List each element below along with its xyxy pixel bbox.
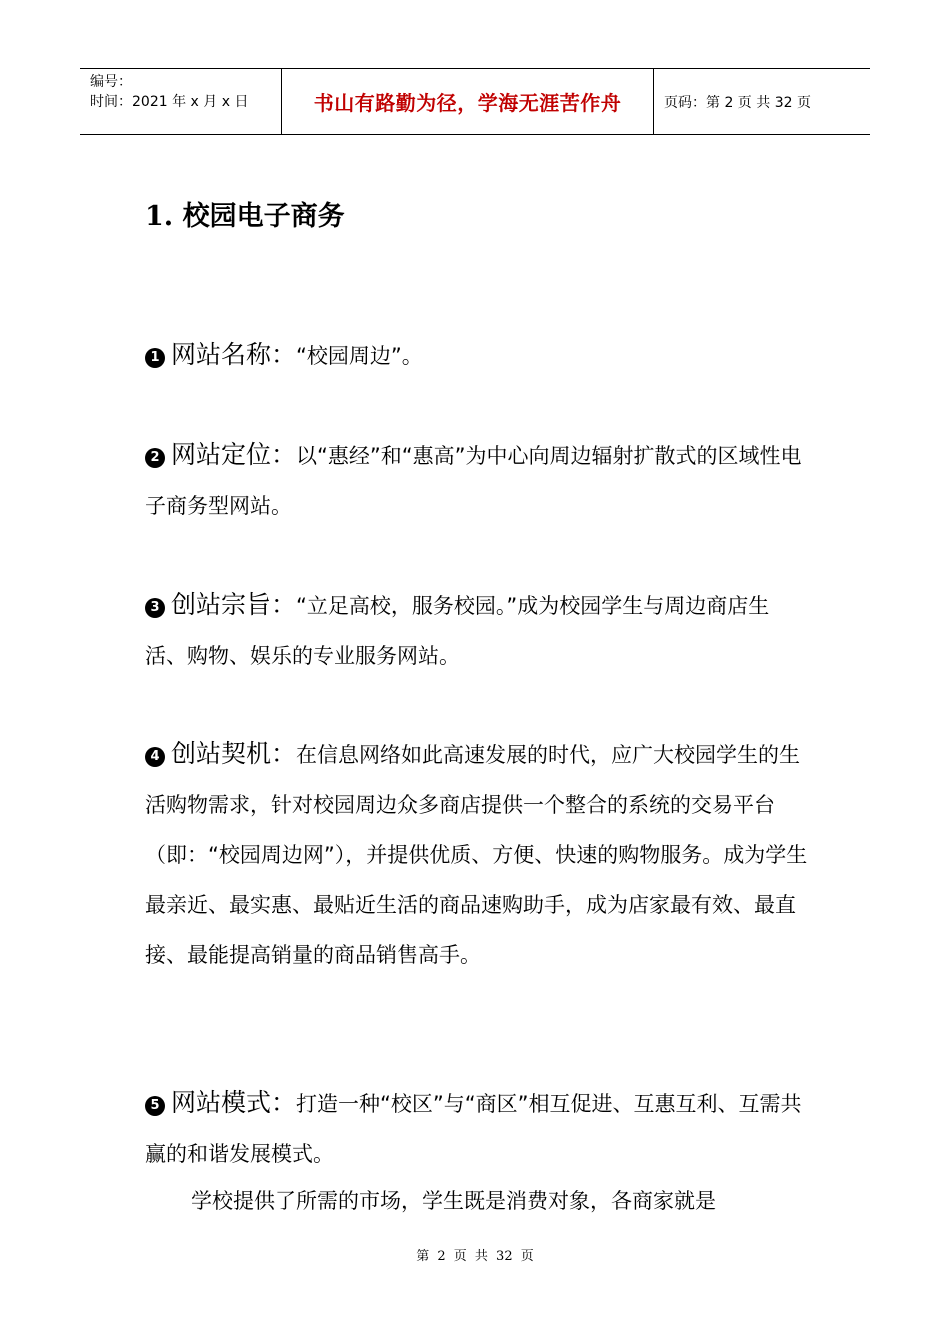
item-text: “校园周边”。	[296, 344, 423, 368]
item-founding-opportunity	[145, 729, 810, 980]
number-1-icon: 1	[145, 348, 165, 368]
item-label: 网站定位：	[171, 440, 297, 469]
item-label: 创站契机：	[171, 739, 297, 768]
item-founding-purpose	[145, 580, 810, 681]
item-label: 创站宗旨：	[171, 590, 297, 619]
document-date: 时间：2021 年 x 月 x 日	[90, 94, 249, 110]
item-label: 网站名称：	[171, 340, 297, 369]
document-number: 编号：	[90, 74, 132, 90]
page-footer: 第 2 页 共 32 页	[416, 1249, 534, 1264]
document-header	[80, 68, 870, 135]
header-page-info: 页码：第 2 页 共 32 页	[664, 94, 811, 111]
header-motto: 书山有路勤为径，学海无涯苦作舟	[282, 69, 654, 134]
item-label: 网站模式：	[171, 1088, 297, 1117]
number-4-icon: 4	[145, 747, 165, 767]
header-meta	[80, 69, 282, 134]
item-website-name	[145, 330, 810, 381]
item-text: 以“惠经”和“惠高”为中心向周边辐射扩散式的区域性电子商务型网站。	[145, 444, 802, 518]
item-website-positioning	[145, 430, 810, 531]
item-website-mode	[145, 1078, 810, 1179]
item-text: 打造一种“校区”与“商区”相互促进、互惠互利、互需共赢的和谐发展模式。	[145, 1092, 802, 1166]
item-text: “立足高校，服务校园。”成为校园学生与周边商店生活、购物、娱乐的专业服务网站。	[145, 594, 770, 668]
number-5-icon: 5	[145, 1096, 165, 1116]
number-2-icon: 2	[145, 448, 165, 468]
closing-paragraph: 学校提供了所需的市场，学生既是消费对象，各商家就是	[191, 1189, 716, 1213]
number-3-icon: 3	[145, 598, 165, 618]
item-text: 在信息网络如此高速发展的时代，应广大校园学生的生活购物需求，针对校园周边众多商店提供一个整合的系统的交易平台（即：“校园周边网”），并提供优质、方便、快速的购物服务。成为学生最亲近、最实惠、最贴近生活的商品速购助手，成为店家最有效、最直接、最能提高销量的商品销售高手。	[145, 743, 808, 967]
section-heading: 1. 校园电子商务	[145, 201, 345, 232]
